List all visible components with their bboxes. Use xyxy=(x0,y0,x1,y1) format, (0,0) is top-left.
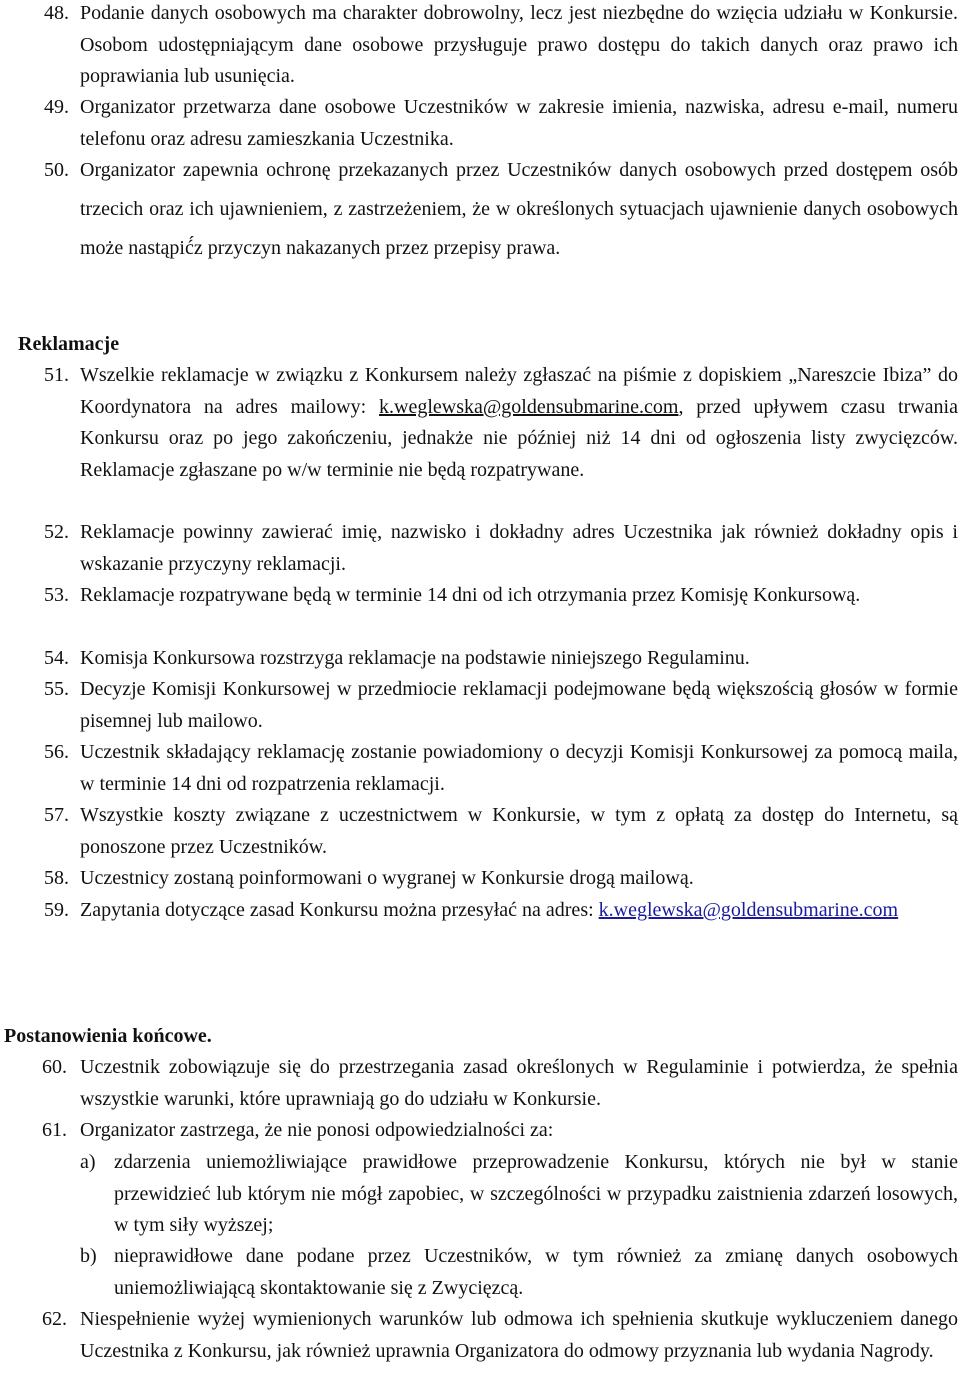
item-text: Niespełnienie wyżej wymienionych warunków lub odmowa ich spełnienia skutkuje wykluczeniem danego Uczestnika z Konkursu, jak również uprawnia Organizatora do odmowy przyznania lub wydania Nagrody. xyxy=(80,1308,958,1362)
item-number: 60. xyxy=(42,1056,67,1078)
sub-text: nieprawidłowe dane podane przez Uczestników, w tym również za zmianę danych osobowych uniemożliwiającą skontaktowanie się z Zwycięzcą. xyxy=(114,1245,958,1299)
item-text: Wszystkie koszty związane z uczestnictwem w Konkursie, w tym z opłatą za dostęp do Internetu, są ponoszone przez Uczestników. xyxy=(80,804,958,858)
subparagraph-61a xyxy=(80,1147,958,1242)
paragraph-51 xyxy=(44,360,958,486)
item-text: Uczestnik składający reklamację zostanie powiadomiony o decyzji Komisji Konkursowej za pomocą maila, w terminie 14 dni od rozpatrzenia reklamacji. xyxy=(80,741,958,795)
section-heading-reklamacje: Reklamacje xyxy=(18,333,120,355)
paragraph-57 xyxy=(44,800,958,863)
paragraph-55 xyxy=(44,674,958,737)
email-text: k.weglewska@goldensubmarine.com xyxy=(379,395,679,418)
email-link[interactable]: k.weglewska@goldensubmarine.com xyxy=(598,899,899,921)
paragraph-58 xyxy=(44,863,958,895)
subparagraph-61b xyxy=(80,1241,958,1304)
section-heading-postanowienia: Postanowienia końcowe. xyxy=(4,1025,212,1047)
item-text: Decyzje Komisji Konkursowej w przedmiocie reklamacji podejmowane będą większością głosów w formie pisemnej lub mailowo. xyxy=(80,678,958,732)
item-number: 54. xyxy=(44,647,69,669)
sub-letter: a) xyxy=(80,1151,96,1173)
paragraph-61 xyxy=(42,1115,958,1147)
item-text-before: Zapytania dotyczące zasad Konkursu można przesyłać na adres: xyxy=(80,899,599,921)
item-text: Reklamacje powinny zawierać imię, nazwisko i dokładny adres Uczestnika jak również dokładny opis i wskazanie przyczyny reklamacji. xyxy=(80,521,958,575)
item-number: 48. xyxy=(44,2,69,24)
item-text: Reklamacje rozpatrywane będą w terminie 14 dni od ich otrzymania przez Komisję Konkursową. xyxy=(80,584,861,606)
item-number: 53. xyxy=(44,584,69,606)
item-text-after: , przed upływem czasu trwania Konkursu oraz po jego zakończeniu, jednakże nie później niż 14 dni od ogłoszenia listy zwycięzców. Reklamacje zgłaszane po w/w terminie nie będą rozpatrywane. xyxy=(80,395,958,481)
item-text: Organizator zapewnia ochronę przekazanych przez Uczestników danych osobowych przed dostępem osób trzecich oraz ich ujawnieniem, z zastrzeżeniem, że w określonych sytuacjach ujawnienie danych osobowych może nastąpić́z przyczyn nakazanych przez przepisy prawa. xyxy=(80,159,958,259)
item-number: 51. xyxy=(44,364,69,386)
paragraph-60 xyxy=(42,1052,958,1115)
paragraph-49 xyxy=(44,92,958,155)
item-text-before: Wszelkie reklamacje w związku z Konkursem należy zgłaszać na piśmie z dopiskiem „Nareszcie Ibiza” do Koordynatora na adres mailowy: xyxy=(80,364,958,418)
paragraph-62 xyxy=(42,1304,958,1367)
paragraph-53 xyxy=(44,580,958,612)
item-number: 55. xyxy=(44,678,69,700)
item-number: 52. xyxy=(44,521,69,543)
item-text: Organizator zastrzega, że nie ponosi odpowiedzialności za: xyxy=(80,1119,554,1141)
item-number: 58. xyxy=(44,867,69,889)
paragraph-56 xyxy=(44,737,958,800)
item-number: 56. xyxy=(44,741,69,763)
paragraph-59 xyxy=(44,895,958,927)
sub-letter: b) xyxy=(80,1245,97,1267)
item-number: 62. xyxy=(42,1308,67,1330)
item-text: Organizator przetwarza dane osobowe Uczestników w zakresie imienia, nazwiska, adresu e-mail, numeru telefonu oraz adresu zamieszkania Uczestnika. xyxy=(80,96,958,150)
paragraph-50 xyxy=(44,151,958,268)
paragraph-54 xyxy=(44,643,958,675)
item-text: Uczestnicy zostaną poinformowani o wygranej w Konkursie drogą mailową. xyxy=(80,867,694,889)
item-number: 59. xyxy=(44,899,69,921)
item-text: Uczestnik zobowiązuje się do przestrzegania zasad określonych w Regulaminie i potwierdza, że spełnia wszystkie warunki, które uprawniają go do udziału w Konkursie. xyxy=(80,1056,958,1110)
item-number: 61. xyxy=(42,1119,67,1141)
paragraph-48 xyxy=(44,0,958,93)
item-number: 50. xyxy=(44,159,69,181)
sub-text: zdarzenia uniemożliwiające prawidłowe przeprowadzenie Konkursu, których nie był w stanie przewidzieć lub którym nie mógł zapobiec, w szczególności w przypadku zaistnienia zdarzeń losowych, w tym siły wyższej; xyxy=(114,1151,958,1236)
item-text: Podanie danych osobowych ma charakter dobrowolny, lecz jest niezbędne do wzięcia udziału w Konkursie. Osobom udostępniającym dane osobowe przysługuje prawo dostępu do takich danych oraz prawo ich poprawiania lub usunięcia. xyxy=(80,2,958,87)
item-number: 57. xyxy=(44,804,69,826)
item-text: Komisja Konkursowa rozstrzyga reklamacje na podstawie niniejszego Regulaminu. xyxy=(80,647,750,669)
paragraph-52 xyxy=(44,517,958,580)
item-number: 49. xyxy=(44,96,69,118)
